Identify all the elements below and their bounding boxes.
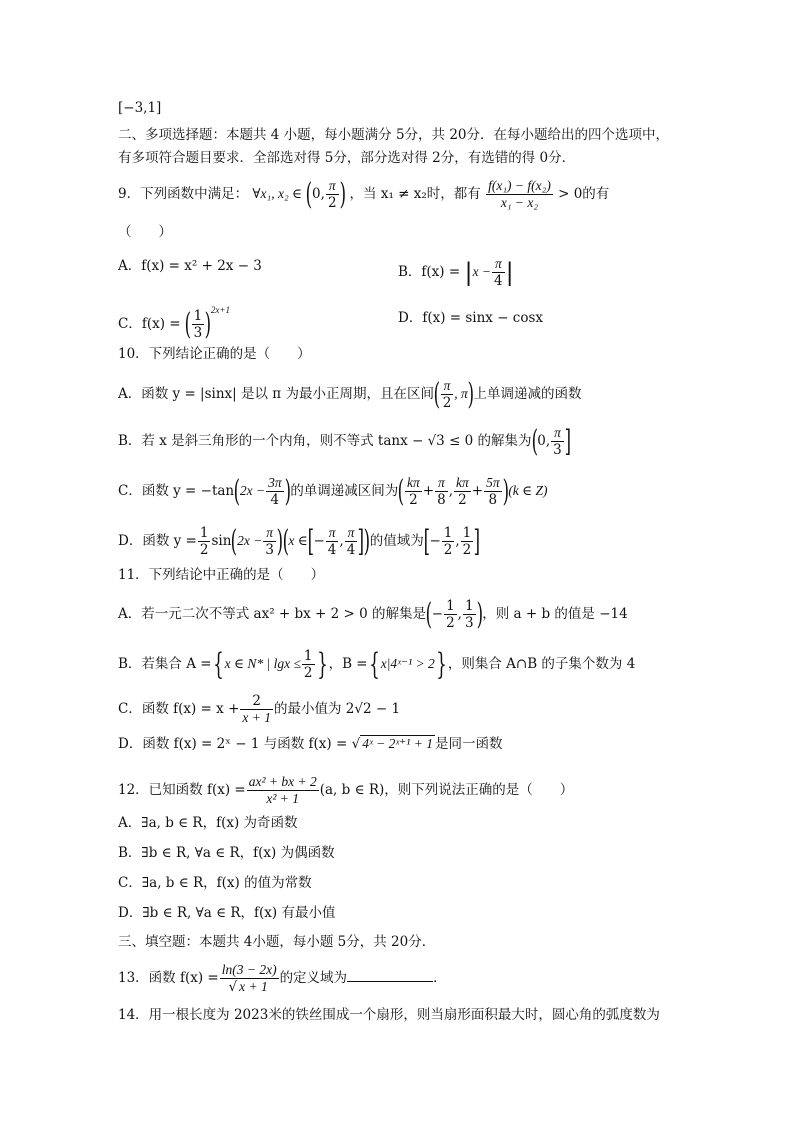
q10-option-b: B．若 x 是斜三角形的一个内角，则不等式 tanx − √3 ≤ 0 的解集为(0, $\frac{\pi}{3}$ ] (118, 423, 571, 459)
q9-mid: ，当 x₁ ≠ x₂时，都有 (349, 186, 481, 202)
q11-option-b: B．若集合 A ={x ∈ N* | lgx ≤ $\frac{1}{2}$ }，B ={x|4ˣ⁻¹ > 2}，则集合 A∩B 的子集个数为 4 (118, 646, 636, 682)
answer-interval: [−3,1] (118, 100, 162, 116)
q9-option-a: A．f(x) = x² + 2x − 3 (118, 258, 262, 274)
q12-option-c: C．∃a, b ∈ R，f(x) 的值为常数 (118, 875, 312, 891)
q10-option-d: D．函数 y = $\frac{1}{2}$ sin(2x − $\frac{\pi}{3}$ )(x ∈[− $\frac{\pi}{4}$ , $\frac{\pi}{4}$ ])的值域为[− $\frac{1}{2}$ , $\frac{1}{2}$ ] (118, 523, 481, 559)
q10-option-a: A．函数 y = |sinx| 是以 π 为最小正周期，且在区间( $\frac{\pi}{2}$ , π)上单调递减的函数 (118, 376, 582, 412)
section3-title: 三、填空题：本题共 4小题，每小题 5分，共 20分． (118, 934, 436, 950)
q12-option-a: A．∃a, b ∈ R，f(x) 为奇函数 (118, 815, 298, 831)
q9-prefix: 9．下列函数中满足： (118, 186, 249, 202)
q9-option-c: C．f(x) = ( $\frac{1}{3}$ )$^{2x+1}$ (118, 304, 230, 342)
q11-option-a: A．若一元二次不等式 ax² + bx + 2 > 0 的解集是(− $\frac{1}{2}$ , $\frac{1}{3}$ )，则 a + b 的值是 −14 (118, 596, 628, 632)
q9-cond: ∀x₁, x₂ ∈ (252, 186, 303, 201)
question-10-stem: 10．下列结论正确的是（ ） (118, 346, 311, 362)
q9-fraction: $\frac{\text{f(x₁) − f(x₂)}}{\text{x₁ − x₂}}$ (488, 178, 551, 210)
q12-option-d: D．∃b ∈ R, ∀a ∈ R，f(x) 有最小值 (118, 905, 336, 921)
section2-title: 二、多项选择题：本题共 4 小题，每小题满分 5分，共 20分．在每小题给出的四个选项中， (118, 127, 670, 143)
question-12-stem: 12．已知函数 f(x) = $\frac{\text{ax² + bx + 2}}{\text{x² + 1}}$ (a, b ∈ R)，则下列说法正确的是（ ） (118, 774, 574, 806)
question-9-stem: 9．下列函数中满足： ∀x₁, x₂ ∈ (0, $\frac{\pi}{2}$ ) ，当 x₁ ≠ x₂时，都有 $\frac{\text{f(x₁) − f(x₂)}}{\text{x₁ − x₂}}$ > 0的有 (118, 176, 610, 212)
q9-option-d: D．f(x) = sinx − cosx (398, 310, 544, 326)
q12-option-b: B．∃b ∈ R, ∀a ∈ R，f(x) 为偶函数 (118, 845, 335, 861)
question-13: 13．函数 f(x) = $\frac{\ln(3 - 2x)}{√ x + 1}$ 的定义域为 ． (118, 962, 447, 995)
question-14: 14．用一根长度为 2023米的铁丝围成一个扇形，则当扇形面积最大时，圆心角的弧度数为 (118, 1007, 660, 1023)
q11-option-d: D．函数 f(x) = 2ˣ − 1 与函数 f(x) = √ 4ˣ − 2ˣ⁺¹ + 1 是同一函数 (118, 736, 503, 752)
q9-tail: > 0的有 (558, 186, 610, 202)
q11-option-c: C．函数 f(x) = x + $\frac{2}{x + 1}$ 的最小值为 2√2 − 1 (118, 693, 401, 725)
section2-title-cont: 有多项符合题目要求．全部选对得 5分，部分选对得 2分，有选错的得 0分． (118, 150, 576, 166)
q13-answer-blank[interactable] (347, 967, 433, 982)
q10-option-c: C．函数 y = −tan(2x − $\frac{3\pi}{4}$ )的单调递减区间为( $\frac{k\pi}{2}$ + $\frac{\pi}{8}$ , $\frac{k\pi}{2}$ + $\frac{5\pi}{8}$ )(k ∈ Z) (118, 473, 548, 509)
q9-option-b: B．f(x) = |x − $\frac{\pi}{4}$ | (398, 256, 514, 289)
question-11-stem: 11．下列结论中正确的是（ ） (118, 567, 325, 583)
q9-interval-left: 0, (312, 186, 325, 202)
q9-answer-paren: （ ） (118, 224, 172, 240)
